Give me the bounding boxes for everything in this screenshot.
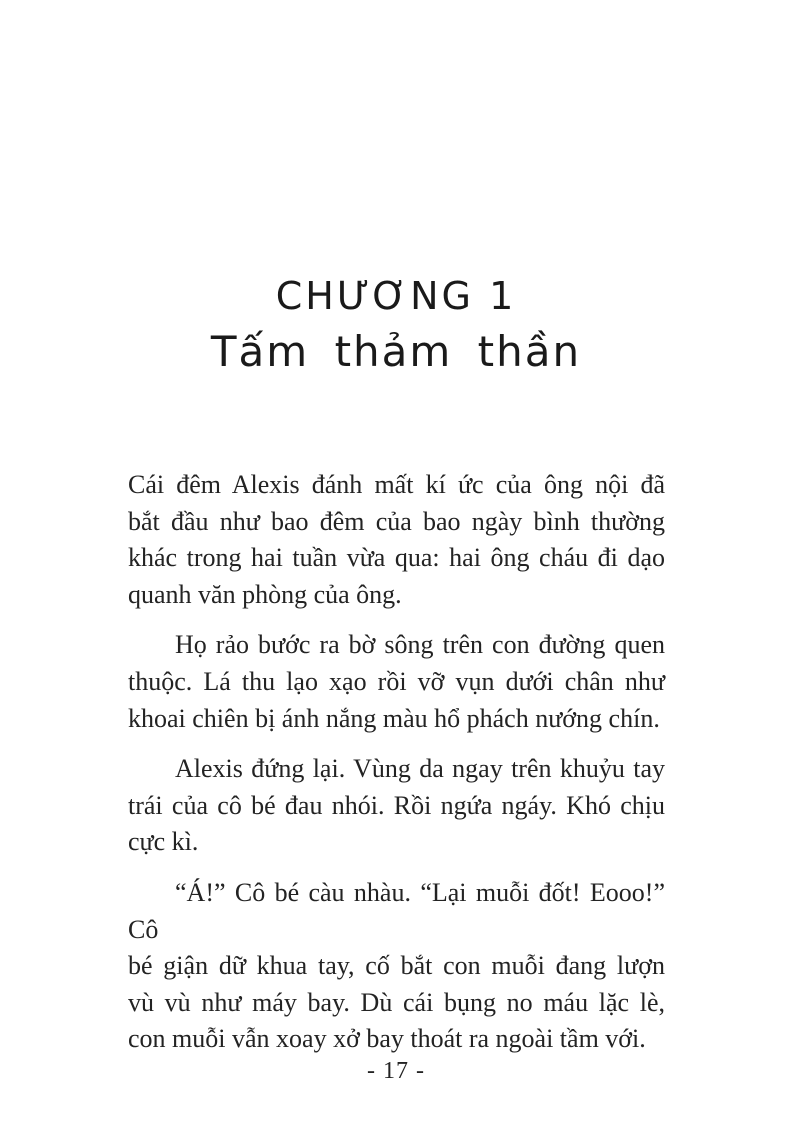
text-line: Họ rảo bước ra bờ sông trên con đường quen xyxy=(175,630,665,660)
text-line: bắt đầu như bao đêm của bao ngày bình thường xyxy=(128,506,665,536)
text-line: vù vù như máy bay. Dù cái bụng no máu lặc lè, xyxy=(128,987,665,1017)
text-line: Alexis đứng lại. Vùng da ngay trên khuỷu tay xyxy=(175,754,665,784)
text-line: bé giận dữ khua tay, cố bắt con muỗi đang lượn xyxy=(128,951,665,981)
paragraph xyxy=(128,751,665,861)
text-line: con muỗi vẫn xoay xở bay thoát ra ngoài tầm với. xyxy=(128,1024,646,1054)
page-number: - 17 - xyxy=(367,1058,425,1084)
text-line: “Á!” Cô bé càu nhàu. “Lại muỗi đốt! Eooo!” Cô xyxy=(128,877,665,944)
text-line: cực kì. xyxy=(128,827,199,857)
body-text xyxy=(128,467,665,1058)
chapter-number: CHƯƠNG 1 xyxy=(275,274,517,318)
text-line: Cái đêm Alexis đánh mất kí ức của ông nội đã xyxy=(128,470,665,499)
chapter-header xyxy=(0,271,792,381)
paragraph xyxy=(128,467,665,613)
text-line: thuộc. Lá thu lạo xạo rồi vỡ vụn dưới chân như xyxy=(128,666,665,696)
text-line: trái của cô bé đau nhói. Rồi ngứa ngáy. Khó chịu xyxy=(128,790,665,820)
chapter-title: Tấm thảm thần xyxy=(210,327,582,376)
paragraph xyxy=(128,627,665,737)
paragraph xyxy=(128,875,665,1058)
text-line: quanh văn phòng của ông. xyxy=(128,579,402,609)
text-line: khác trong hai tuần vừa qua: hai ông cháu đi dạo xyxy=(128,543,665,573)
text-line: khoai chiên bị ánh nắng màu hổ phách nướng chín. xyxy=(128,703,660,733)
